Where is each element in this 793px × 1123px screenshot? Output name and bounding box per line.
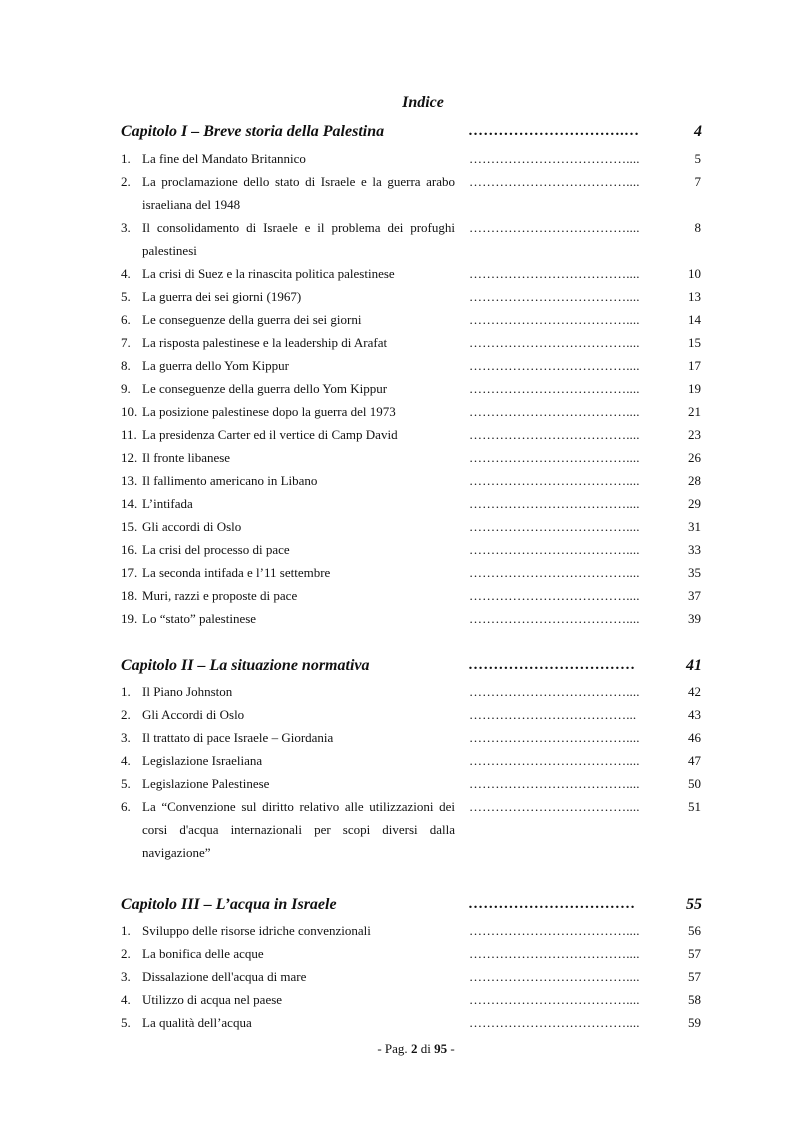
entry-page-number: 7 <box>694 174 701 189</box>
chapter-heading <box>0 896 793 920</box>
entry-title: La crisi del processo di pace <box>142 542 290 557</box>
entry-leader-dots: ……………………………….... <box>469 519 640 534</box>
entry-leader-dots: ……………………………….... <box>469 588 640 603</box>
entry-title: La fine del Mandato Britannico <box>142 151 306 166</box>
entry-title: La seconda intifada e l’11 settembre <box>142 565 331 580</box>
entry-title: Gli accordi di Oslo <box>142 519 242 534</box>
entry-leader-dots: ……………………………….... <box>469 151 640 166</box>
chapter-heading <box>0 123 793 147</box>
entry-title: La guerra dello Yom Kippur <box>142 358 289 373</box>
entry-title: La presidenza Carter ed il vertice di Camp David <box>142 427 398 442</box>
footer-prefix: - Pag. <box>377 1041 408 1056</box>
entry-leader-dots: ……………………………….... <box>469 427 640 442</box>
footer-total-pages: 95 <box>434 1041 448 1056</box>
entry-number: 12. <box>121 450 138 465</box>
chapter-leader-dots: …………………………… <box>468 896 636 912</box>
entry-title: La posizione palestinese dopo la guerra del 1973 <box>142 404 396 419</box>
entry-page-number: 42 <box>688 684 701 699</box>
entry-page-number: 39 <box>688 611 701 626</box>
entry-leader-dots: ……………………………….... <box>469 450 640 465</box>
entry-number: 19. <box>121 611 138 626</box>
entry-page-number: 26 <box>688 450 701 465</box>
entry-leader-dots: ……………………………….... <box>469 992 640 1007</box>
entry-number: 10. <box>121 404 138 419</box>
page-title: Indice <box>402 94 444 111</box>
entry-number: 3. <box>121 969 131 984</box>
entry-title: La crisi di Suez e la rinascita politica palestinese <box>142 266 395 281</box>
entry-title: Sviluppo delle risorse idriche convenzionali <box>142 923 371 938</box>
footer-current-page: 2 <box>410 1041 418 1056</box>
entry-page-number: 46 <box>688 730 701 745</box>
entry-leader-dots: ……………………………….... <box>469 799 640 814</box>
footer-suffix: - <box>450 1041 455 1056</box>
entry-number: 8. <box>121 358 131 373</box>
entry-leader-dots: ……………………………….... <box>469 496 640 511</box>
entry-title: Lo “stato” palestinese <box>142 611 257 626</box>
entry-number: 16. <box>121 542 138 557</box>
entry-page-number: 23 <box>688 427 701 442</box>
entry-number: 2. <box>121 707 131 722</box>
entry-page-number: 5 <box>694 151 701 166</box>
entry-number: 1. <box>121 923 131 938</box>
entry-leader-dots: ………………………………... <box>469 707 637 722</box>
entry-page-number: 10 <box>688 266 701 281</box>
entry-leader-dots: ……………………………….... <box>469 312 640 327</box>
chapter-title: Capitolo II – La situazione normativa <box>121 657 370 674</box>
entry-page-number: 29 <box>688 496 701 511</box>
entry-page-number: 35 <box>688 565 701 580</box>
entry-number: 3. <box>121 730 131 745</box>
entry-title: L’intifada <box>142 496 193 511</box>
entry-page-number: 57 <box>688 969 701 984</box>
entry-title: Il trattato di pace Israele – Giordania <box>142 730 334 745</box>
chapter-title: Capitolo I – Breve storia della Palestina <box>121 123 385 140</box>
chapter-heading <box>0 657 793 681</box>
entry-number: 13. <box>121 473 138 488</box>
entry-title: La guerra dei sei giorni (1967) <box>142 289 302 304</box>
chapter-title: Capitolo III – L’acqua in Israele <box>121 896 337 913</box>
entry-number: 2. <box>121 946 131 961</box>
entry-title: Le conseguenze della guerra dello Yom Kippur <box>142 381 388 396</box>
entry-title: Legislazione Israeliana <box>142 753 263 768</box>
entry-page-number: 37 <box>688 588 701 603</box>
footer-of: di <box>420 1041 431 1056</box>
entry-title: La bonifica delle acque <box>142 946 264 961</box>
entry-page-number: 28 <box>688 473 701 488</box>
entry-number: 6. <box>121 312 131 327</box>
entry-page-number: 59 <box>688 1015 701 1030</box>
entry-leader-dots: ……………………………….... <box>469 358 640 373</box>
entry-leader-dots: ……………………………….... <box>469 969 640 984</box>
entry-leader-dots: ……………………………….... <box>469 753 640 768</box>
entry-leader-dots: ……………………………….... <box>469 776 640 791</box>
entry-number: 14. <box>121 496 138 511</box>
entry-title: Il Piano Johnston <box>142 684 233 699</box>
entry-title: La proclamazione dello stato di Israele e la guerra arabo israeliana del 1948 <box>142 174 455 212</box>
entry-leader-dots: ……………………………….... <box>469 730 640 745</box>
entry-page-number: 51 <box>688 799 701 814</box>
page-footer <box>0 1041 793 1057</box>
entry-leader-dots: ……………………………….... <box>469 381 640 396</box>
entry-number: 4. <box>121 992 131 1007</box>
entry-number: 9. <box>121 381 131 396</box>
entry-page-number: 14 <box>688 312 701 327</box>
entry-leader-dots: ……………………………….... <box>469 404 640 419</box>
entry-title: La risposta palestinese e la leadership di Arafat <box>142 335 388 350</box>
entry-page-number: 57 <box>688 946 701 961</box>
entry-number: 4. <box>121 266 131 281</box>
entry-number: 1. <box>121 684 131 699</box>
entry-title: Il fronte libanese <box>142 450 231 465</box>
entry-leader-dots: ……………………………….... <box>469 289 640 304</box>
entry-leader-dots: ……………………………….... <box>469 473 640 488</box>
entry-leader-dots: ……………………………….... <box>469 542 640 557</box>
entry-number: 2. <box>121 174 131 189</box>
entry-page-number: 31 <box>688 519 701 534</box>
entry-leader-dots: ……………………………….... <box>469 1015 640 1030</box>
entry-number: 18. <box>121 588 138 603</box>
entry-page-number: 8 <box>694 220 701 235</box>
entry-page-number: 17 <box>688 358 701 373</box>
entry-number: 17. <box>121 565 138 580</box>
chapter-leader-dots: ………………………….… <box>468 123 640 139</box>
entry-page-number: 15 <box>688 335 701 350</box>
entry-number: 7. <box>121 335 131 350</box>
entry-title: Le conseguenze della guerra dei sei giorni <box>142 312 362 327</box>
entry-page-number: 47 <box>688 753 701 768</box>
entry-title: Utilizzo di acqua nel paese <box>142 992 283 1007</box>
entry-page-number: 56 <box>688 923 701 938</box>
entry-number: 6. <box>121 799 131 814</box>
chapter-leader-dots: …………………………… <box>468 657 636 673</box>
entry-number: 4. <box>121 753 131 768</box>
entry-page-number: 43 <box>688 707 701 722</box>
entry-title: Dissalazione dell'acqua di mare <box>142 969 307 984</box>
entry-number: 11. <box>121 427 137 442</box>
entry-leader-dots: ……………………………….... <box>469 174 640 189</box>
entry-title: Legislazione Palestinese <box>142 776 270 791</box>
entry-number: 15. <box>121 519 138 534</box>
entry-leader-dots: ……………………………….... <box>469 266 640 281</box>
entry-number: 5. <box>121 776 131 791</box>
entry-page-number: 33 <box>688 542 701 557</box>
entry-number: 1. <box>121 151 131 166</box>
entry-page-number: 50 <box>688 776 701 791</box>
entry-title: La “Convenzione sul diritto relativo alle utilizzazioni dei corsi d'acqua internazionali per scopi diversi dalla navigazione” <box>142 799 455 860</box>
entry-page-number: 58 <box>688 992 701 1007</box>
entry-number: 5. <box>121 289 131 304</box>
entry-leader-dots: ……………………………….... <box>469 611 640 626</box>
entry-number: 3. <box>121 220 131 235</box>
chapter-page-number: 4 <box>694 123 702 140</box>
entry-leader-dots: ……………………………….... <box>469 220 640 235</box>
entry-page-number: 21 <box>688 404 701 419</box>
entry-title: Il consolidamento di Israele e il problema dei profughi palestinesi <box>142 220 455 258</box>
entry-leader-dots: ……………………………….... <box>469 923 640 938</box>
entry-title: Muri, razzi e proposte di pace <box>142 588 298 603</box>
entry-page-number: 19 <box>688 381 701 396</box>
entry-leader-dots: ……………………………….... <box>469 946 640 961</box>
entry-page-number: 13 <box>688 289 701 304</box>
entry-title: Gli Accordi di Oslo <box>142 707 245 722</box>
entry-leader-dots: ……………………………….... <box>469 565 640 580</box>
entry-leader-dots: ……………………………….... <box>469 684 640 699</box>
entry-number: 5. <box>121 1015 131 1030</box>
chapter-page-number: 55 <box>686 896 702 913</box>
chapter-page-number: 41 <box>686 657 702 674</box>
entry-leader-dots: ……………………………….... <box>469 335 640 350</box>
entry-title: La qualità dell’acqua <box>142 1015 252 1030</box>
entry-title: Il fallimento americano in Libano <box>142 473 318 488</box>
